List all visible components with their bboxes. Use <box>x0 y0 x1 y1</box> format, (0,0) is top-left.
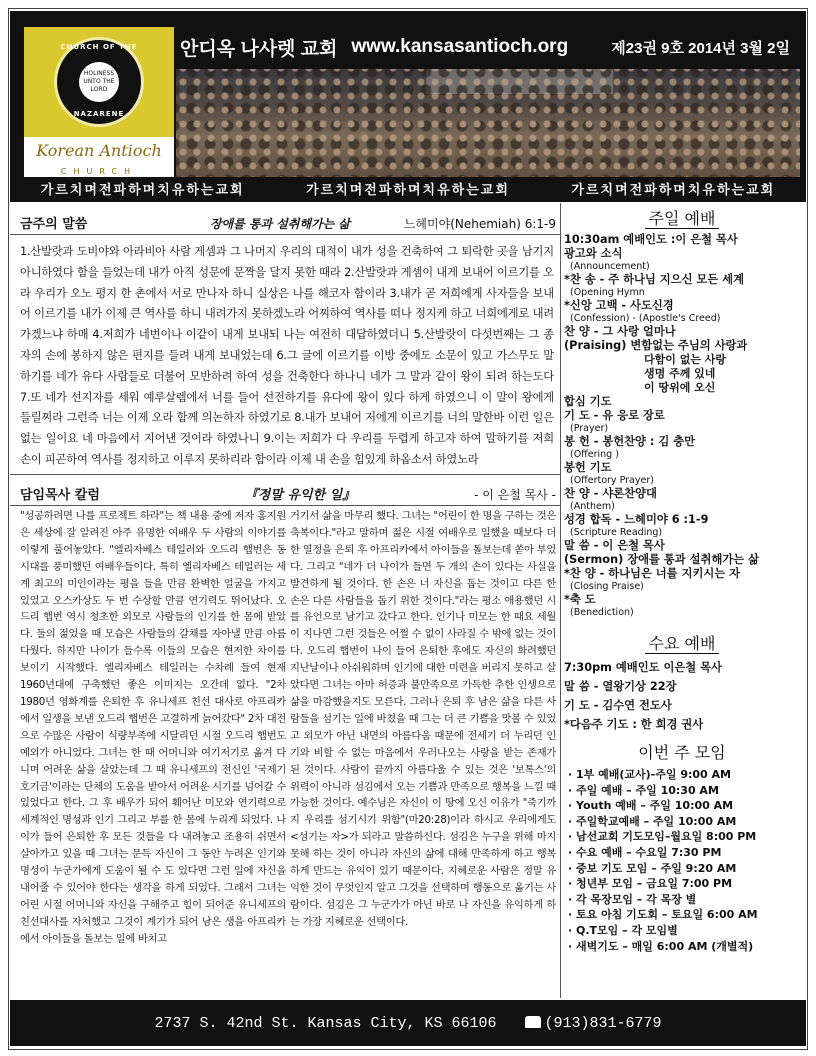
order-item: 봉헌 기도 <box>564 461 612 474</box>
sermon-label: 금주의 말씀 <box>20 217 88 232</box>
meeting-item: · 주일학교예배 – 주일 10:00 AM <box>568 814 737 828</box>
title-bar <box>180 33 790 61</box>
logo-name: Korean Antioch <box>36 141 162 160</box>
order-item-english: (Prayer) <box>570 423 609 434</box>
praise-song: 다함이 없는 사랑 <box>644 353 727 366</box>
congregation-photo <box>176 69 800 181</box>
order-item: 광고와 소식 <box>564 247 623 260</box>
meeting-item: · Q.T모임 – 각 모임별 <box>568 923 678 937</box>
wednesday-order <box>564 658 800 734</box>
order-item: 성경 합독 - 느헤미야 6 :1-9 <box>564 513 709 526</box>
meeting-item: · 1부 예배(교사)-주일 9:00 AM <box>568 768 731 781</box>
address: 2737 S. 42nd St. Kansas City, KS 66106 <box>154 1014 497 1032</box>
praise-song: 이 땅위에 오신 <box>644 381 716 394</box>
meeting-item: · 중보 기도 모임 – 주일 9:20 AM <box>568 861 737 875</box>
meeting-item: · 청년부 모임 – 금요일 7:00 PM <box>568 877 733 891</box>
order-item: 찬 양 - 샤론찬양대 <box>564 487 657 500</box>
order-item: 합심 기도 <box>564 395 612 408</box>
order-item: 10:30am 예배인도 :이 은철 목사 <box>564 233 738 246</box>
wednesday-item: 기 도 - 김수연 전도사 <box>564 699 672 712</box>
order-item: (Sermon) 장애를 통과 설취해가는 삶 <box>564 553 760 566</box>
wednesday-title: 수요 예배 <box>564 631 800 654</box>
order-item: (Praising) 변함없는 주님의 사랑과 <box>564 339 748 352</box>
motto: 가르치며전파하며치유하는교회 <box>306 182 510 198</box>
order-item-english: (Announcement) <box>570 261 650 272</box>
order-item: 기 도 - 유 응로 장로 <box>564 409 665 422</box>
meeting-item: · 수요 예배 – 수요일 7:30 PM <box>568 845 722 859</box>
meeting-item: · 새벽기도 – 매일 6:00 AM (개별적) <box>568 939 754 953</box>
meeting-item: · 각 목장모임 – 각 목장 별 <box>568 892 697 906</box>
meeting-item: · Youth 예배 – 주일 10:00 AM <box>568 799 734 813</box>
praise-song: 생명 주께 있네 <box>644 367 716 380</box>
issue-date: 제23권 9호 2014년 3월 2일 <box>611 39 790 57</box>
meetings-list <box>564 767 800 954</box>
order-item-english: (Offering ) <box>570 449 619 460</box>
order-item-english: (Benediction) <box>570 607 634 618</box>
sermon-reference: 느헤미야(Nehemiah) 6:1-9 <box>403 217 556 231</box>
order-item: *찬 양 - 하나님은 너를 지키시는 자 <box>564 567 741 580</box>
emblem-icon: CHURCH OF THE HOLINESS UNTO THE LORD NAZARENE <box>54 37 144 127</box>
order-item: *축 도 <box>564 593 596 606</box>
column-text-right: 거기서 삶을 마무리 했다. 그녀는 "어린이 한 명을 구하는 것은 축복이다."라고 말하며 젊은 시절 여배우로 일했을 때보다 더 한 열정을 은퇴 후 아프리카에서 아이들을 돌보는데 쏟아 부었다. 그리고 "네가 더 나이가 들면 두 개의 손이 있다는 사실을 발견하게 될 것이다. 한 손은 너 자신을 돕는 것이고 다른 한 손은 다른 사람들을 돕기 위한 것이다."라는 평소 애용했던 시를 유언으로 남기고 갔다고 한다. 인기나 미모는 한 때요 세월이 지나면 그런 것들은 어쩔 수 없이 사라질 수 밖에 없는 것이다. 오드리 햅번이 나이 들어 은퇴한 후에도 자신의 화려했던 지난날이나 아쉬워하며 인기에 대한 미련을 버리지 못하고 살았다면 그녀는 아마 허증과 불만족으로 가득한 추한 인생으로 삶을 마감했을지도 모른다. 그러나 은퇴 후 남은 삶을 다른 사람들을 섬기는 일에 바쳤을 때 그는 더 큰 기쁨을 맛볼 수 있었고 외모가 아닌 내면의 아름다움 때문에 전세기 더 누리던 인기와 비할 수 없는 마음에서 우러나오는 사랑을 받는 존재가 된 것이다. 사람이 끝까지 아름다울 수 있는 것은 '보톡스'의 위력이 아니라 섬김에서 오는 기쁨과 만족으로 행복을 느낄 때 가능한 것이다. 예수님은 자신이 이 땅에 오신 이유가 "죽기까지 우리를 섬기시기 위함"(마20:28)이라 하시고 우리에게도 <섬기는 자>가 되라고 말씀하신다. 섬김은 누구을 위해 마지못해 하는 것이 아니라 자신의 삶에 대해 만족하게 하고 행복하게 만드는 유익이 있기 때문이다. 지혜로운 사람은 정말 유익한 것이 무엇인지 알고 그것을 선택하며 행동으로 옮기는 사람이다. 섬김은 그 누군가가 아닌 바로 나 자신을 유익하게 하는 가장 지혜로운 선택이다. <box>290 510 556 928</box>
motto: 가르치며전파하며치유하는교회 <box>40 182 245 198</box>
schedule-column <box>564 206 800 954</box>
order-item-english: (Scripture Reading) <box>570 527 663 538</box>
order-item: 말 씀 - 이 은철 목사 <box>564 539 665 552</box>
wednesday-item: 7:30pm 예배인도 이은철 목사 <box>564 661 722 674</box>
order-item-english: (Opening Hymn <box>570 287 645 298</box>
header <box>10 11 806 202</box>
column-author: - 이 은철 목사 - <box>474 488 556 502</box>
meeting-item: · 주일 예배 – 주일 10:30 AM <box>568 783 719 797</box>
phone-icon <box>525 1016 541 1028</box>
phone: (913)831-6779 <box>525 1015 662 1032</box>
meeting-item: · 토요 아침 기도회 – 토요일 6:00 AM <box>568 908 758 922</box>
sermon-title: 장애를 통과 설취해가는 삶 <box>209 217 351 231</box>
column-text-left: "성공하려면 나를 프로젝트 하라"는 책 내용 중에 저자 홍지원은 세상에 잘 알려진 아주 유명한 여배우 두 사람의 이야기를 이렇게 풀어놓았다. "엘리자베스 테일러와 오드리 햅번은 동시대를 풍미했던 여배우들이다. 특히 엘리자베스 테일러는 세계 최고의 미인이라는 평을 들을 만큼 완벽한 얼굴을 가지고 있었고 오스카상도 두 번 수상할 만큼 연기력도 뛰어났다. 오드리 햅번 역시 청초한 외모로 사람들의 인기를 한 몸에 받았다. 둘의 젊었을 때 모습은 사람들의 갈채를 자아낼 만큼 아름다웠다. 하지만 나이가 들수록 이들의 모습은 현저한 차이를 보이기 시작했다. 엘리자베스 테일러는 수차례 들여 현재 1960년대에 구축했던 좋은 이미지는 오간데 없다. "2차 1980년 영화계를 은퇴한 후 유니세프 친선 대사로 아프리카에서 일생을 보낸 오드리 햅번은 고결하게 늙어갔다" 2차 대전으로 수많은 사람이 식량부족에 시달리던 시절 오드리 햅번도 예외가 아니었다. 그녀는 한 때 어머니와 여기저기로 옮겨 다니며 어려운 삶을 살았는데 그 때 유니세프의 전신인 '국제기호기금'이라는 단체의 도움을 받아서 어려운 시기를 넘어갈 수 있었다고 한다. 그 후 배우가 되어 훼어난 미모와 연기력으로 세계적인 명성과 인기 그리고 부를 한 몸에 누리게 되었다. 나이가 들어 은퇴한 후 모든 것들을 다 내려놓고 조용히 쉬면서 살아가고 있을 때 그녀는 문득 자신이 그 동안 누려온 인기와 명성이 누군가에게 도움이 될 수 도 있다면 그런 일에 자신을 내어줄 수 있어야 한다는 생각을 하게 되었다. 그래서 그녀는 어린 시절 어머니와 자신을 구해주고 힘이 되어준 유니세프의 친선대사를 자처했고 그것이 계기가 되어 남은 생을 아프리카에서 아이들을 돌보는 일에 바치고 <box>20 510 286 945</box>
column-header <box>20 484 556 503</box>
logo-sub: CHURCH <box>60 167 138 176</box>
church-name: 안디옥 나사렛 교회 <box>180 38 338 60</box>
order-item: *신앙 고백 - 사도신경 <box>564 299 674 312</box>
order-item: 봉 헌 - 봉헌찬양 : 김 충만 <box>564 435 696 448</box>
column-label: 담임목사 칼럼 <box>20 488 100 503</box>
motto-bar <box>10 177 806 199</box>
order-item-english: (Confession) - (Apostle's Creed) <box>570 313 721 324</box>
meeting-item: · 남선교회 기도모임–월요일 8:00 PM <box>568 830 757 844</box>
website[interactable]: www.kansasantioch.org <box>351 36 569 57</box>
order-item: *찬 송 - 주 하나님 지으신 모든 세계 <box>564 273 744 286</box>
motto: 가르치며전파하며치유하는교회 <box>571 182 776 198</box>
wednesday-item: 말 씀 - 열왕기상 22장 <box>564 680 677 693</box>
church-logo <box>24 27 174 187</box>
order-item-english: (Offertory Prayer) <box>570 475 654 486</box>
praise-list <box>564 353 800 395</box>
order-item-english: (Anthem) <box>570 501 615 512</box>
meetings-title: 이번 주 모임 <box>638 743 726 762</box>
wednesday-item: *다음주 기도 : 한 희경 권사 <box>564 718 704 731</box>
sunday-order <box>564 233 800 353</box>
order-item-english: (Closing Praise) <box>570 581 644 592</box>
sermon-header <box>20 213 556 232</box>
footer <box>10 1000 806 1046</box>
column-title: 『정말 유익한 일』 <box>244 488 356 503</box>
sunday-title: 주일 예배 <box>564 206 800 229</box>
order-item: 찬 양 - 그 사랑 얼마나 <box>564 325 676 338</box>
sunday-order-2 <box>564 395 800 619</box>
sermon-text: 1.산발랏과 도비야와 아라비아 사람 게셈과 그 나머지 우리의 대적이 내가 성을 건축하여 그 퇴락한 곳을 남기지 아니하였다 함을 들었는데 내가 아직 성문에 문짝을 달지 못한 때라 2.산발랏과 게셈이 내게 보내어 이르기를 오라 우리가 오노 평지 한 촌에서 서로 만나자 하니 실상은 나를 해코자 함이라 3.내가 곧 저희에게 사자들을 보내어 이르기를 내가 이제 큰 역사를 하니 내려가지 못하겠노라 어찌하여 역사를 떠나 정지케 하고 너희에게로 내려 가겠느냐 하매 4.저희가 네번이나 이같이 내게 보내되 나는 여전히 대답하였더니 5.산발랏이 다섯번째는 그 종자의 손에 봉하지 않은 편지를 들려 내게 보내었는데 6.그 글에 이르기를 이방 중에도 소문이 있고 가스무도 말하기를 네가 유다 사람들로 더불어 모반하려 하여 성을 건축한다 하나니 네가 그 말과 같이 왕이 되려 하는도다 7.또 네가 선지자를 세워 예루살렘에서 너를 들어 선전하기를 유다에 왕이 있다 하게 하였으니 이 말이 왕에게 들릴찌라 그런즉 너는 이제 오라 함께 의논하자 하였기로 8.내가 보내어 저에게 이르기를 너의 말한바 이런 일은 없는 일이요 네 마음에서 지어낸 것이라 하였나니 9.이는 저희가 다 우리를 두렵게 하고자 하여 말하기를 저희 손이 피곤하여 역사를 정지하고 이루지 못하리라 함이라 이제 내 손을 힘있게 하옵소서 하였노라 <box>20 245 554 466</box>
column-divider <box>560 203 561 998</box>
